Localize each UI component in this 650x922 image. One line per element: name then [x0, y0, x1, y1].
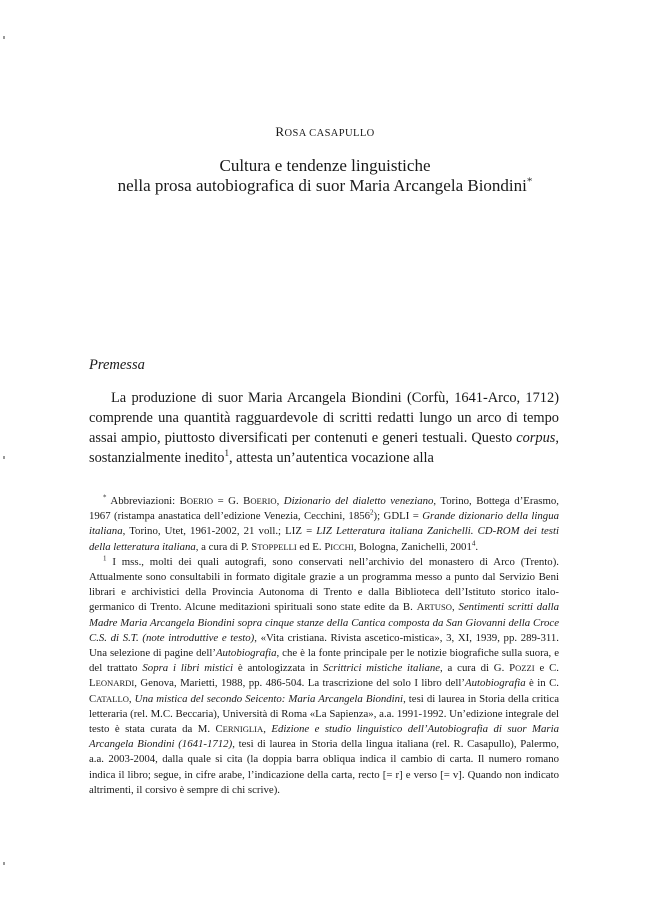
article-title [0, 156, 650, 196]
author-name: ROSA CASAPULLO [275, 124, 375, 139]
title-line-1: Cultura e tendenze linguistiche [219, 156, 431, 175]
footnotes [89, 494, 559, 798]
body-paragraph: La produzione di suor Maria Arcangela Biondini (Corfù, 1641-Arco, 1712) comprende una quantità ragguardevole di scritti redatti lungo un arco di tempo assai ampio, piuttosto diversificati per contenuti e generi testuali. Questo corpus, sostanzialmente inedito$^1$, attesta un’autentica vocazione alla [89, 390, 559, 466]
footnote-1: $^1$ I mss., molti dei quali autografi, sono conservati nell’archivio del monastero di Arco (Trento). Attualmente sono consultabili in formato digitale grazie a un programma messo a punto dal Servizio Beni librari e archivistici della Provincia Autonoma di Trento e dalla Biblioteca dell’Istituto storico italo-germanico di Trento. Alcune meditazioni spirituali sono state edite da B. ARTUSO, Sentimenti scritti dalla Madre Maria Arcangela Biondini sopra cinque stanze della Cantica composta da San Giovanni della Croce C.S. di S.T. (note introduttive e testo), «Vita cristiana. Rivista ascetico-mistica», 3, XI, 1939, pp. 289-311. Una selezione di pagine dell’Autobiografia, che è la fonte principale per le notizie biografiche sulla suora, e del trattato Sopra i libri mistici è antologizzata in Scrittrici mistiche italiane, a cura di G. POZZI e C. LEONARDI, Genova, Marietti, 1988, pp. 486-504. La trascrizione del solo I libro dell’Autobiografia è in C. CATALLO, Una mistica del secondo Seicento: Maria Arcangela Biondini, tesi di laurea in Storia della critica letteraria (rel. M.C. Beccaria), Università di Roma «La Sapienza», a.a. 1991-1992. Un’edizione integrale del testo è stata curata da M. CERNIGLIA, Edizione e studio linguistico dell’Autobiografia di suor Maria Arcangela Biondini (1641-1712), tesi di laurea in Storia della lingua italiana (rel. R. Casapullo), Palermo, a.a. 2003-2004, dalla quale si cita (la doppia barra obliqua indica il cambio di carta. Il numero romano indica il libro; segue, in cifre arabe, l’indicazione della carta, recto [= r] e verso [= v]. Quando non indicato altrimenti, il corsivo è sempre di chi scrive). [89, 554, 559, 796]
title-footnote-marker[interactable]: * [526, 175, 533, 188]
section-heading: Premessa [89, 357, 145, 373]
edge-mark [3, 36, 5, 39]
edge-mark [3, 862, 5, 865]
footnote-ref-1[interactable]: 1 [224, 448, 229, 459]
footnote-star: * Abbreviazioni: BOERIO = G. BOERIO, Dizionario del dialetto veneziano, Torino, Bottega d’Erasmo, 1967 (ristampa anastatica dell’edizione Venezia, Cecchini, 1856$^2$); GDLI = Grande dizionario della lingua italiana, Torino, Utet, 1961-2002, 21 voll.; LIZ = LIZ Letteratura italiana Zanichelli. CD-ROM dei testi della letteratura italiana, a cura di P. STOPPELLI ed E. PICCHI, Bologna, Zanichelli, 2001$^4$. [89, 493, 559, 553]
title-line-2: nella prosa autobiografica di suor Maria Arcangela Biondini* [117, 175, 533, 195]
edge-mark [3, 456, 5, 459]
